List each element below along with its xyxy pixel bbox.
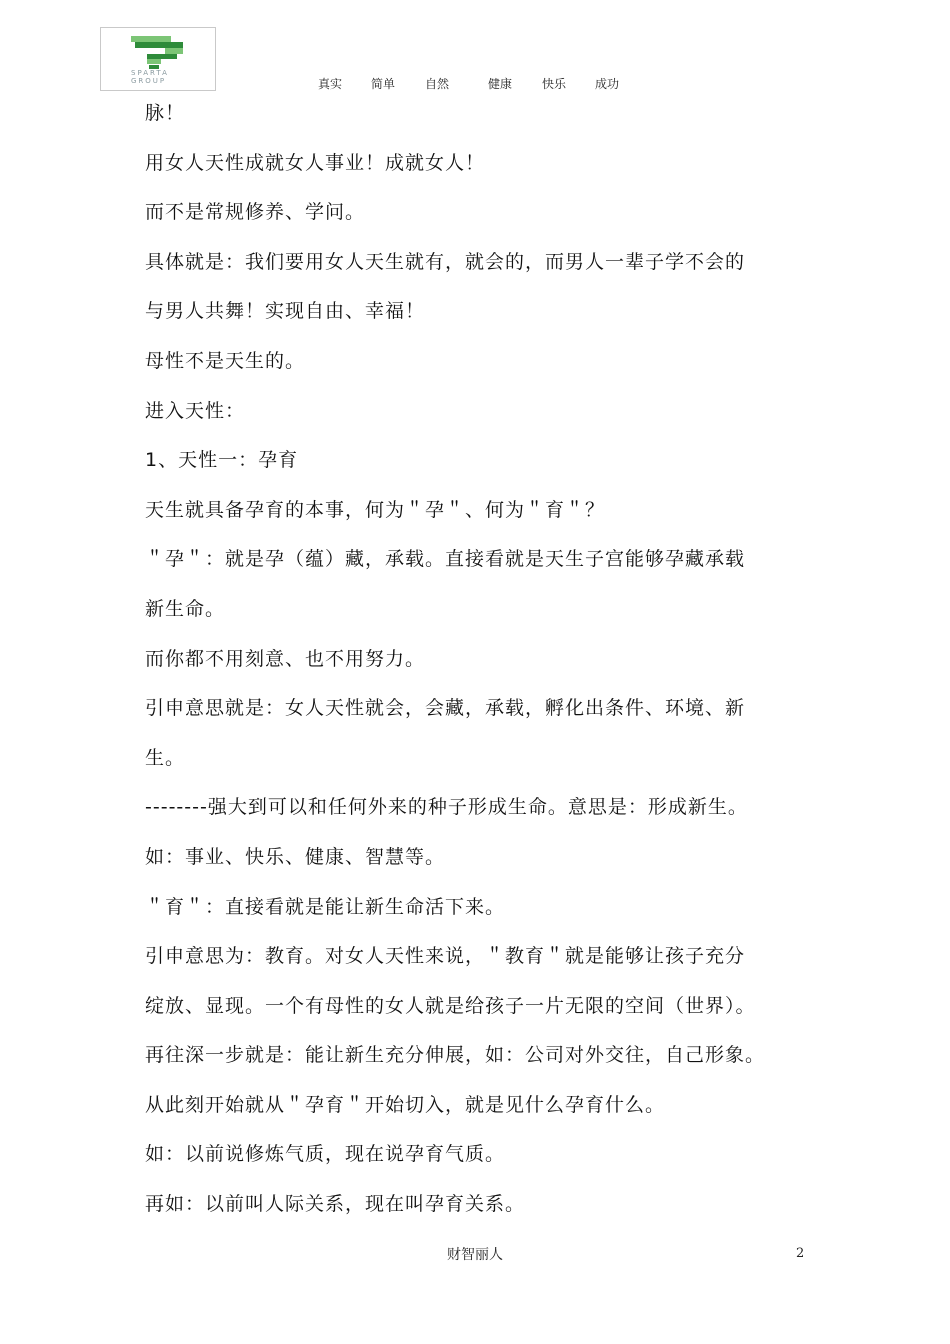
body-line: ＂孕＂：就是孕（蕴）藏，承载。直接看就是天生子宫能够孕藏承载 [145,548,746,571]
section-heading: 1、天性一：孕育 [145,449,299,472]
company-logo [100,27,216,91]
body-line: 用女人天性成就女人事业！成就女人！ [145,151,486,174]
page-number: 2 [796,1246,805,1261]
body-line: 再往深一步就是：能让新生充分伸展，如：公司对外交往，自己形象。 [145,1044,766,1067]
body-line: 引申意思为：教育。对女人天性来说，＂教育＂就是能够让孩子充分 [145,945,746,968]
body-line: 天生就具备孕育的本事，何为＂孕＂、何为＂育＂？ [145,498,606,521]
body-line: 与男人共舞！实现自由、幸福！ [145,300,426,323]
body-line: 新生命。 [145,597,226,620]
logo-text-line-1: SPARTA [131,69,169,77]
body-line: 再如：以前叫人际关系，现在叫孕育关系。 [145,1193,526,1216]
slogan-word-success: 成功 [595,77,620,91]
body-line: 脉！ [145,102,186,124]
footer-title: 财智丽人 [447,1247,503,1263]
body-line: 如：以前说修炼气质，现在说孕育气质。 [145,1143,506,1166]
slogan-word-simple: 简单 [371,77,396,91]
body-line: 而你都不用刻意、也不用努力。 [145,647,426,670]
body-line: 母性不是天生的。 [145,349,306,372]
body-line: 进入天性： [145,399,246,422]
slogan-word-happy: 快乐 [542,77,567,91]
body-line: 从此刻开始就从＂孕育＂开始切入，就是见什么孕育什么。 [145,1093,666,1116]
body-line: 绽放、显现。一个有母性的女人就是给孩子一片无限的空间（世界）。 [145,994,756,1017]
slogan-word-real: 真实 [318,77,343,91]
slogan-word-natural: 自然 [425,77,450,91]
body-line: 而不是常规修养、学问。 [145,201,366,224]
body-line: 具体就是：我们要用女人天生就有，就会的，而男人一辈子学不会的 [145,250,746,273]
logo-text-line-2: GROUP [131,77,167,85]
document-body [145,98,825,1239]
body-line: 引申意思就是：女人天性就会，会藏，承载，孵化出条件、环境、新 [145,697,746,720]
body-line: --------强大到可以和任何外来的种子形成生命。意思是：形成新生。 [145,796,748,819]
body-line: 如：事业、快乐、健康、智慧等。 [145,845,446,868]
body-line: 生。 [145,746,186,769]
body-line: ＂育＂：直接看就是能让新生命活下来。 [145,895,506,918]
slogan-word-health: 健康 [488,77,513,91]
